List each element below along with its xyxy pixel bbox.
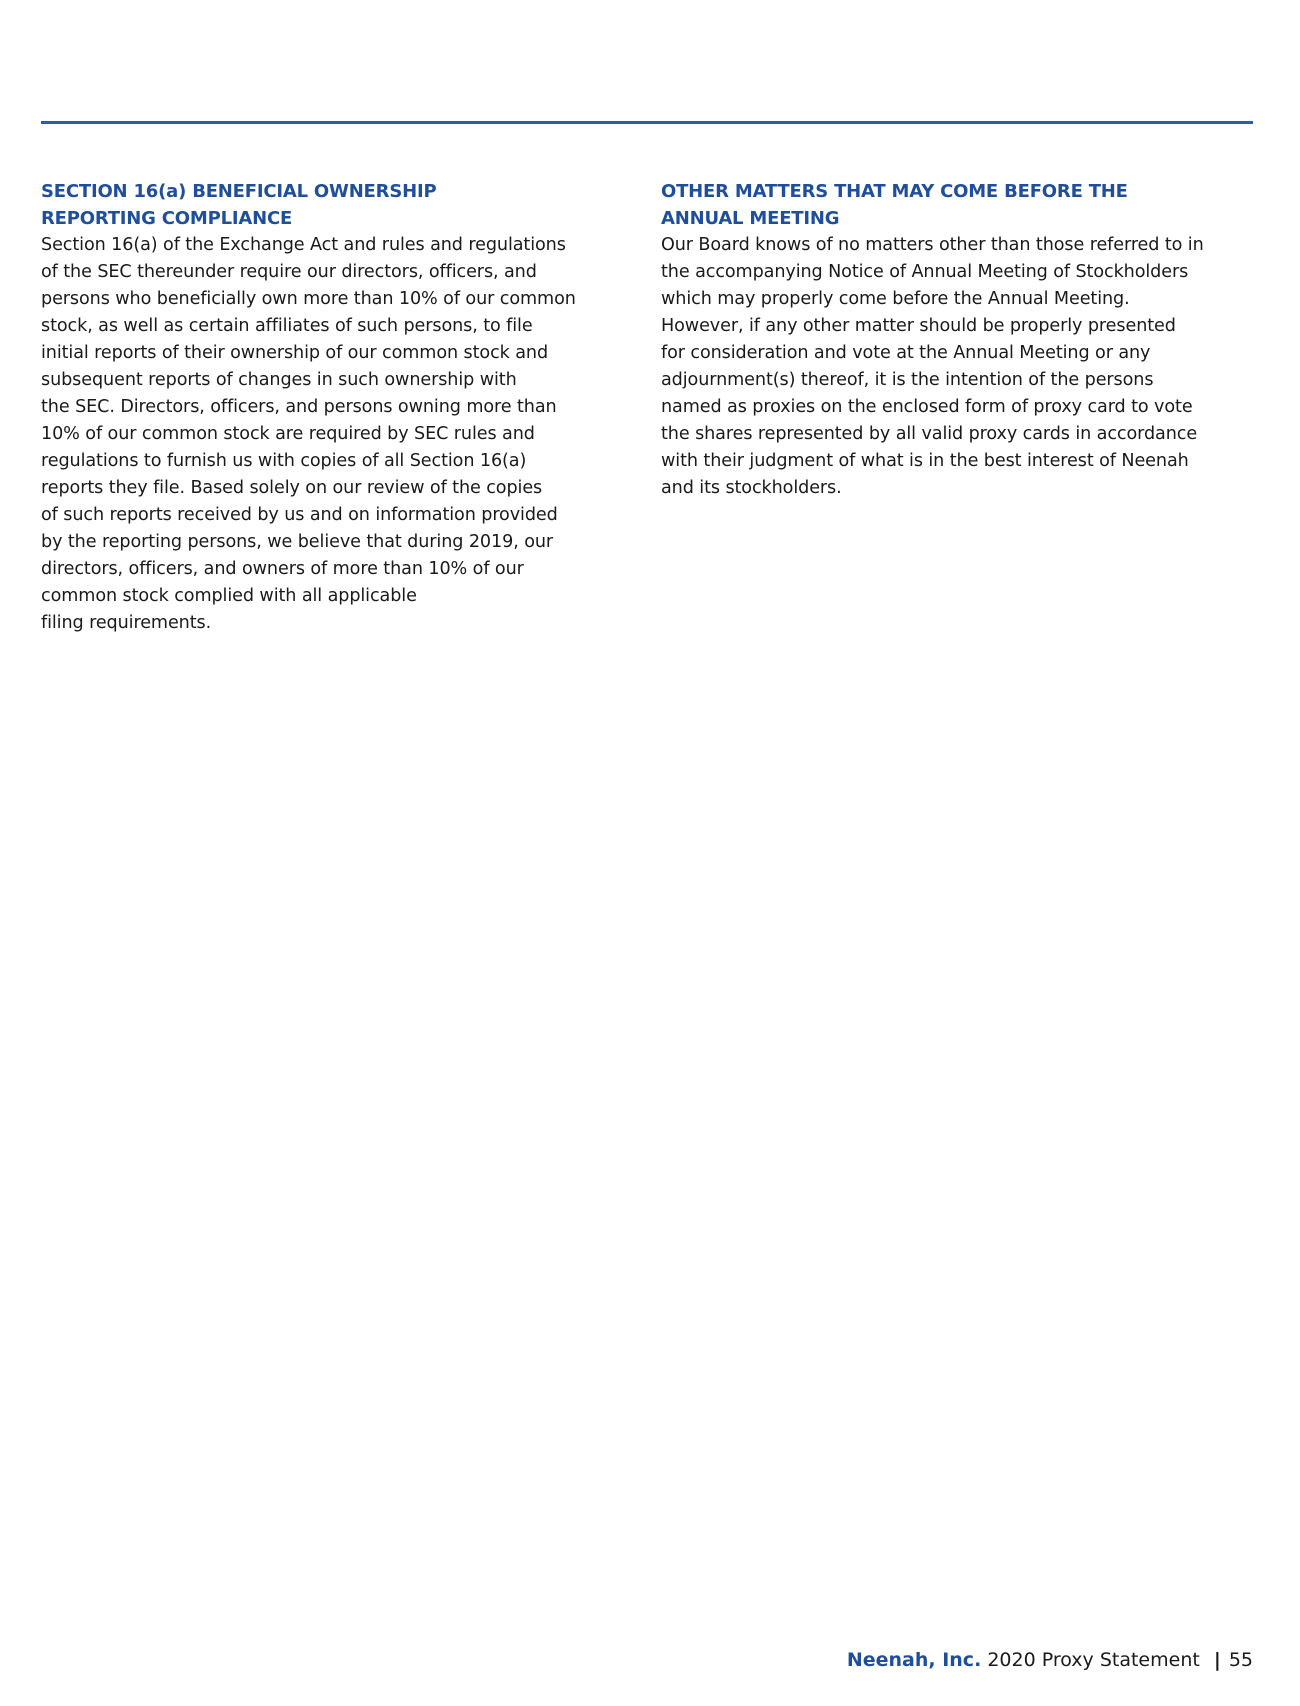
footer-separator: | bbox=[1213, 1649, 1221, 1671]
footer-company: Neenah, Inc. bbox=[846, 1649, 982, 1671]
body-text-line: the SEC. Directors, officers, and persons owning more than bbox=[41, 397, 557, 417]
body-text-line: which may properly come before the Annual Meeting. bbox=[661, 289, 1130, 309]
header-rule bbox=[41, 121, 1253, 124]
other-matters-heading bbox=[661, 178, 1261, 232]
body-text-line: the accompanying Notice of Annual Meeting of Stockholders bbox=[661, 262, 1189, 282]
body-text-line: regulations to furnish us with copies of all Section 16(a) bbox=[41, 451, 527, 471]
body-text-line: stock, as well as certain affiliates of such persons, to file bbox=[41, 316, 533, 336]
body-text-line: with their judgment of what is in the best interest of Neenah bbox=[661, 451, 1189, 471]
section-16a-heading bbox=[41, 178, 641, 232]
body-text-line: initial reports of their ownership of our common stock and bbox=[41, 343, 549, 363]
section-16a-column bbox=[41, 178, 641, 637]
body-text-line: reports they file. Based solely on our review of the copies bbox=[41, 478, 543, 498]
page-footer bbox=[847, 1647, 1253, 1673]
body-text-line: adjournment(s) thereof, it is the intention of the persons bbox=[661, 370, 1154, 390]
heading-line: OTHER MATTERS THAT MAY COME BEFORE THE bbox=[661, 181, 1128, 202]
body-text-line: the shares represented by all valid proxy cards in accordance bbox=[661, 424, 1198, 444]
other-matters-column bbox=[661, 178, 1261, 502]
body-text-line: filing requirements. bbox=[41, 613, 212, 633]
body-text-line: of the SEC thereunder require our directors, officers, and bbox=[41, 262, 537, 282]
body-text-line: for consideration and vote at the Annual Meeting or any bbox=[661, 343, 1151, 363]
section-16a-body bbox=[41, 232, 641, 637]
body-text-line: by the reporting persons, we believe that during 2019, our bbox=[41, 532, 554, 552]
other-matters-body bbox=[661, 232, 1261, 502]
body-text-line: named as proxies on the enclosed form of proxy card to vote bbox=[661, 397, 1193, 417]
body-text-line: common stock complied with all applicable bbox=[41, 586, 417, 606]
heading-line: REPORTING COMPLIANCE bbox=[41, 208, 293, 229]
page-number: 55 bbox=[1228, 1649, 1253, 1671]
body-text-line: directors, officers, and owners of more than 10% of our bbox=[41, 559, 524, 579]
body-text-line: and its stockholders. bbox=[661, 478, 842, 498]
footer-document-title: 2020 Proxy Statement bbox=[987, 1649, 1200, 1671]
body-text-line: 10% of our common stock are required by SEC rules and bbox=[41, 424, 535, 444]
heading-line: ANNUAL MEETING bbox=[661, 208, 840, 229]
body-text-line: Section 16(a) of the Exchange Act and rules and regulations bbox=[41, 235, 566, 255]
body-text-line: However, if any other matter should be properly presented bbox=[661, 316, 1176, 336]
body-text-line: subsequent reports of changes in such ownership with bbox=[41, 370, 517, 390]
body-text-line: of such reports received by us and on information provided bbox=[41, 505, 558, 525]
heading-line: SECTION 16(a) BENEFICIAL OWNERSHIP bbox=[41, 181, 437, 202]
body-text-line: persons who beneficially own more than 10% of our common bbox=[41, 289, 576, 309]
body-text-line: Our Board knows of no matters other than those referred to in bbox=[661, 235, 1204, 255]
